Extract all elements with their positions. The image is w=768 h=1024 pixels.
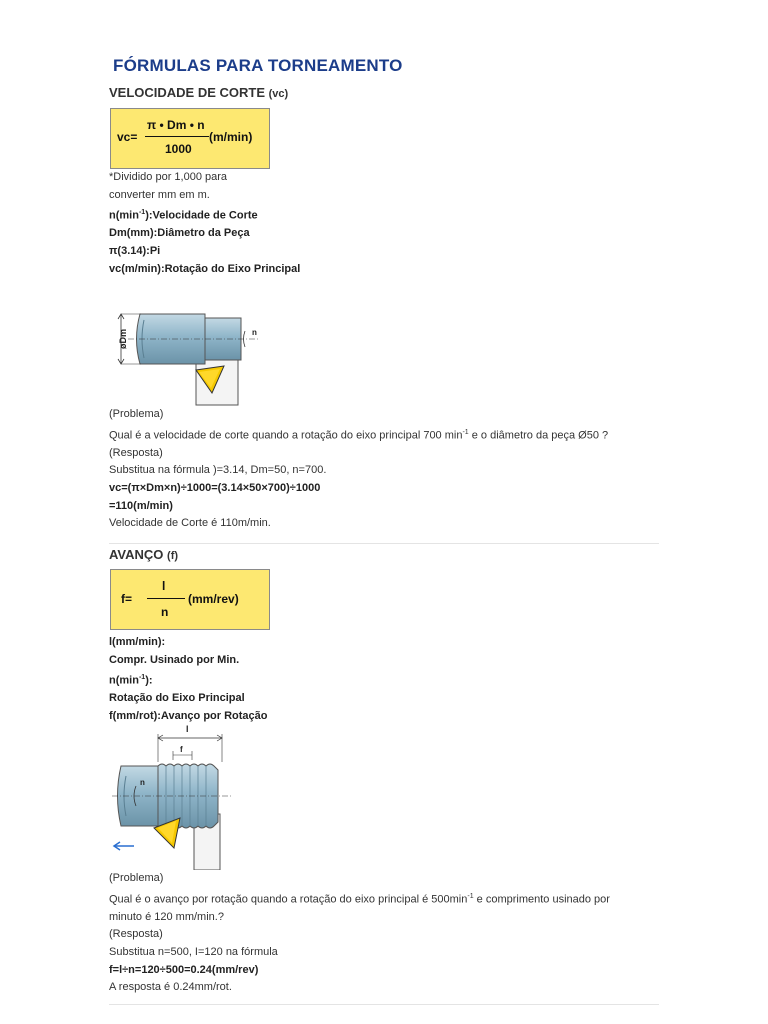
formula-box-cutting-speed xyxy=(110,108,270,169)
heading-text: AVANÇO xyxy=(109,547,164,562)
definition-line: Rotação do Eixo Principal xyxy=(109,692,245,705)
problem-block-2 xyxy=(109,870,610,997)
section-heading-feed xyxy=(109,547,178,562)
notes-block xyxy=(109,169,300,278)
length-label: l xyxy=(186,724,189,734)
problem-block-1 xyxy=(109,406,608,533)
definition-line: Compr. Usinado por Min. xyxy=(109,653,240,666)
heading-suffix: (f) xyxy=(167,550,179,562)
fraction-line xyxy=(145,136,209,137)
question-line: Qual é o avanço por rotação quando a rotação do eixo principal é $500\min^{-1}$ e comprimento usinado por xyxy=(109,892,610,906)
fraction-line xyxy=(147,598,185,599)
heading-suffix: (vc) xyxy=(268,88,289,100)
answer-label: (Resposta) xyxy=(109,928,163,941)
calc-line: vc=(π×Dm×n)÷1000=(3.14×50×700)÷1000 xyxy=(109,482,321,495)
definition-line: π(3.14):Pi xyxy=(109,245,161,258)
feed-label: f xyxy=(180,745,183,754)
rotation-label: n xyxy=(140,778,145,787)
formula-numerator: l xyxy=(162,579,166,593)
note-line: converter mm em m. xyxy=(109,188,210,201)
formula-unit: (m/min) xyxy=(209,130,253,144)
problem-label: (Problema) xyxy=(109,408,164,420)
problem-label: (Problema) xyxy=(109,872,164,884)
calc-line: =110(m/min) xyxy=(109,499,173,512)
answer-line: Substitua na fórmula )=3.14, Dm=50, n=700. xyxy=(109,464,327,477)
formula-box-feed xyxy=(110,569,270,630)
page-title: FÓRMULAS PARA TORNEAMENTO xyxy=(113,56,403,75)
definition-line: $n(\min^{-1}):Velocidade$ de Corte xyxy=(109,209,258,222)
formula-numerator: π • Dm • n xyxy=(147,118,205,132)
formula-unit: (mm/rev) xyxy=(188,592,239,606)
divider xyxy=(109,543,659,544)
question-line: minuto é 120 mm/min.? xyxy=(109,910,224,923)
answer-label: (Resposta) xyxy=(109,446,163,459)
definition-line: Dm(mm):Diâmetro da Peça xyxy=(109,227,250,240)
definition-line: l(mm/min): xyxy=(109,636,166,648)
calc-line: f=l÷n=120÷500=0.24(mm/rev) xyxy=(109,963,259,976)
answer-line: Substitua n=500, I=120 na fórmula xyxy=(109,946,278,959)
definition-line: f(mm/rot):Avanço por Rotação xyxy=(109,710,268,723)
dm-label: øDm xyxy=(118,329,128,349)
definition-line: vc(m/min):Rotação do Eixo Principal xyxy=(109,262,301,275)
formula-denominator: 1000 xyxy=(165,142,192,156)
definitions-block-2 xyxy=(109,634,268,726)
conclusion-line: Velocidade de Corte é 110m/min. xyxy=(109,517,271,530)
definition-line: $n(\min^{-1})$: xyxy=(109,674,153,687)
section-heading-cutting-speed xyxy=(109,85,288,100)
rotation-label: n xyxy=(252,328,257,337)
conclusion-line: A resposta é 0.24mm/rot. xyxy=(109,981,232,994)
formula-lhs: vc= xyxy=(117,130,138,144)
feed-diagram xyxy=(108,722,248,870)
heading-text: VELOCIDADE DE CORTE xyxy=(109,85,266,100)
formula-lhs: f= xyxy=(121,592,133,606)
note-line: *Dividido por 1,000 para xyxy=(109,171,228,183)
divider xyxy=(109,1004,659,1005)
turning-diagram xyxy=(108,298,268,406)
question-line: Qual é a velocidade de corte quando a rotação do eixo principal 700 $\min^{-1} e$ o diâmetro da peça Ø50 ? xyxy=(109,428,609,442)
formula-denominator: n xyxy=(161,605,169,619)
